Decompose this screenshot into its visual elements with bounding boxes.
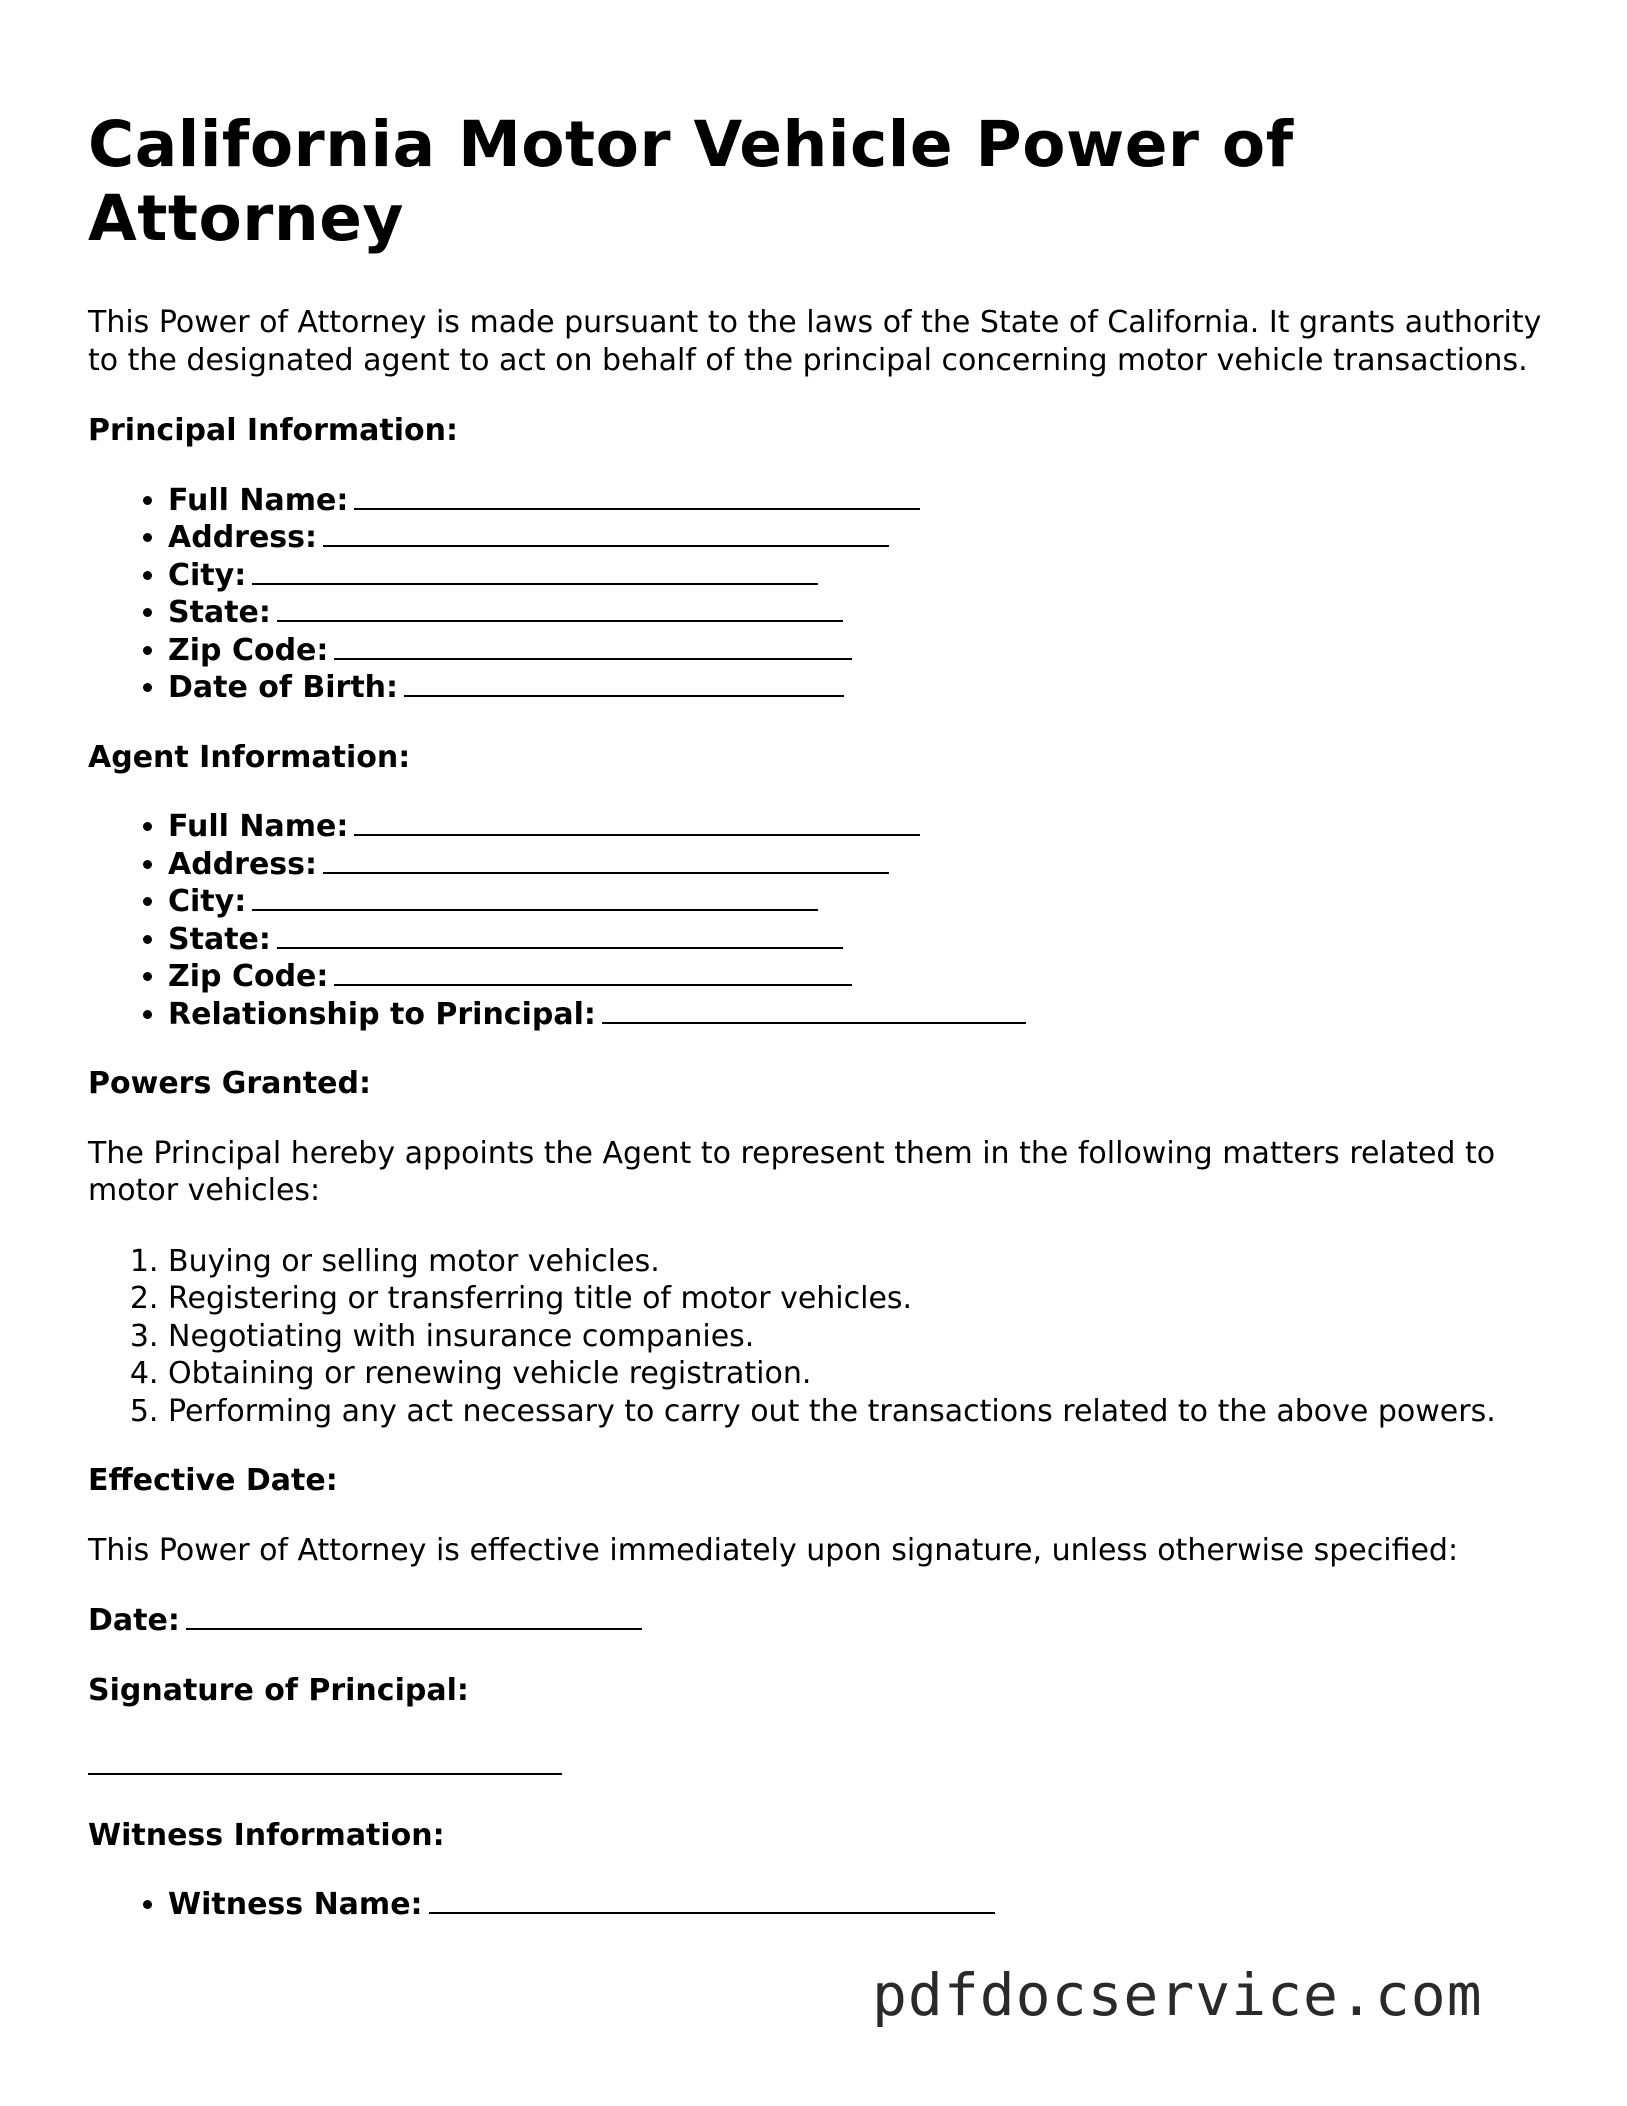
- field-label: Zip Code:: [168, 959, 329, 994]
- power-item: 1. Buying or selling motor vehicles.: [168, 1243, 1548, 1281]
- fill-line[interactable]: [354, 808, 920, 836]
- fill-line[interactable]: [252, 557, 818, 585]
- date-field: [88, 1602, 1548, 1640]
- effective-heading: Effective Date:: [88, 1463, 338, 1498]
- agent-zip-field: [168, 958, 1548, 996]
- agent-city-field: [168, 883, 1548, 921]
- field-label: Address:: [168, 520, 318, 555]
- fill-line[interactable]: [277, 921, 843, 949]
- date-label: Date:: [88, 1603, 180, 1638]
- powers-list: [88, 1243, 1548, 1431]
- fill-line[interactable]: [404, 669, 844, 697]
- fill-line[interactable]: [602, 996, 1026, 1024]
- power-item: 3. Negotiating with insurance companies.: [168, 1318, 1548, 1356]
- principal-address-field: [168, 519, 1548, 557]
- intro-paragraph: This Power of Attorney is made pursuant to the laws of the State of California. It grants authority to the designated agent to act on behalf of the principal concerning motor vehicle transactions.: [88, 305, 1542, 378]
- agent-address-field: [168, 846, 1548, 884]
- agent-relationship-field: [168, 996, 1548, 1034]
- field-label: State:: [168, 921, 271, 957]
- agent-full-name-field: [168, 808, 1548, 846]
- fill-line[interactable]: [277, 594, 843, 622]
- document-page: [88, 108, 1548, 1956]
- agent-heading: Agent Information:: [88, 739, 411, 775]
- field-label: Date of Birth:: [168, 670, 399, 705]
- principal-heading: Principal Information:: [88, 413, 459, 448]
- principal-full-name-field: [168, 482, 1548, 520]
- field-label: City:: [168, 557, 247, 593]
- agent-fields-list: [88, 808, 1548, 1033]
- power-item: 2. Registering or transferring title of motor vehicles.: [168, 1280, 1548, 1318]
- fill-line[interactable]: [323, 519, 889, 547]
- field-label: City:: [168, 884, 247, 919]
- field-label: State:: [168, 595, 271, 630]
- watermark-text: pdfdocservice.com: [872, 1961, 1483, 2029]
- agent-state-field: [168, 921, 1548, 959]
- principal-state-field: [168, 594, 1548, 632]
- principal-fields-list: [88, 482, 1548, 707]
- date-fill-line[interactable]: [186, 1602, 642, 1630]
- field-label: Relationship to Principal:: [168, 996, 596, 1032]
- field-label: Full Name:: [168, 482, 349, 518]
- fill-line[interactable]: [354, 482, 920, 510]
- fill-line[interactable]: [429, 1886, 995, 1914]
- signature-heading: Signature of Principal:: [88, 1672, 469, 1708]
- fill-line[interactable]: [252, 883, 818, 911]
- power-item: 4. Obtaining or renewing vehicle registration.: [168, 1355, 1548, 1393]
- signature-line[interactable]: [88, 1747, 562, 1775]
- principal-zip-field: [168, 632, 1548, 670]
- power-item: 5. Performing any act necessary to carry out the transactions related to the above powers.: [168, 1393, 1548, 1431]
- signature-area: [88, 1747, 1548, 1785]
- field-label: Witness Name:: [168, 1887, 423, 1922]
- fill-line[interactable]: [334, 632, 852, 660]
- fill-line[interactable]: [334, 958, 852, 986]
- witness-name-field: [168, 1886, 1548, 1924]
- witness-fields-list: [88, 1886, 1548, 1924]
- field-label: Zip Code:: [168, 632, 329, 668]
- fill-line[interactable]: [323, 846, 889, 874]
- principal-city-field: [168, 557, 1548, 595]
- witness-heading: Witness Information:: [88, 1817, 445, 1853]
- powers-paragraph: The Principal hereby appoints the Agent to represent them in the following matters related to motor vehicles:: [88, 1135, 1496, 1208]
- powers-heading: Powers Granted:: [88, 1066, 371, 1101]
- effective-paragraph: This Power of Attorney is effective immediately upon signature, unless otherwise specified:: [88, 1532, 1459, 1568]
- field-label: Full Name:: [168, 809, 349, 844]
- field-label: Address:: [168, 846, 318, 882]
- document-title: California Motor Vehicle Power of Attorney: [88, 108, 1294, 255]
- principal-dob-field: [168, 669, 1548, 707]
